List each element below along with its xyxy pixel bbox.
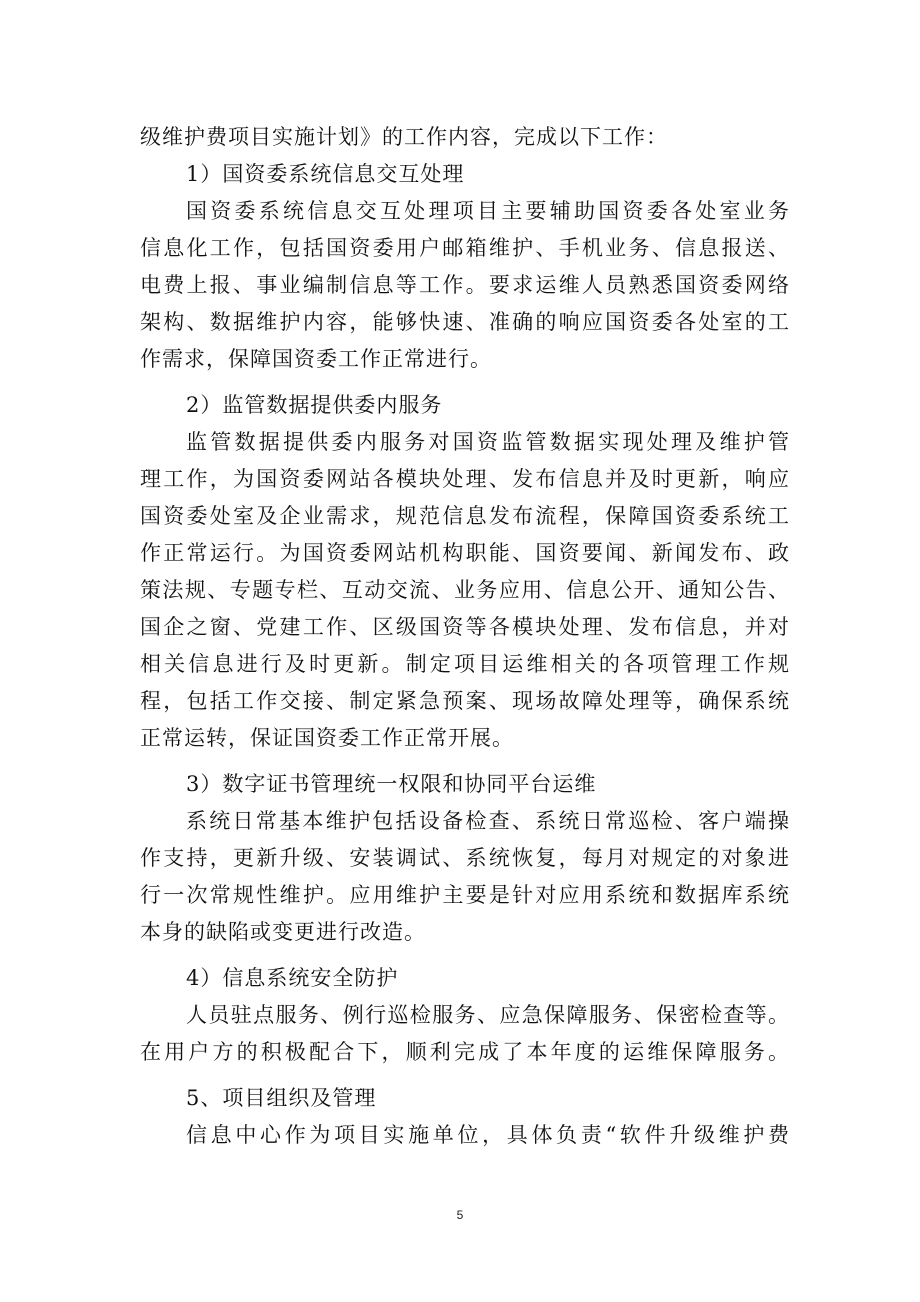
section-heading: 5、项目组织及管理 [186,1086,377,1110]
text-line: 人员驻点服务、例行巡检服务、应急保障服务、保密检查等。 [186,1003,790,1027]
text-line: 国企之窗、党建工作、区级国资等各模块处理、发布信息，并对 [140,615,790,639]
text-line: 行一次常规性维护。应用维护主要是针对应用系统和数据库系统 [140,883,790,907]
section-heading: 3）数字证书管理统一权限和协同平台运维 [186,772,597,796]
text-line: 级维护费项目实施计划》的工作内容，完成以下工作： [140,125,668,149]
text-line: 国资委处室及企业需求，规范信息发布流程，保障国资委系统工 [140,504,790,528]
section-heading: 4）信息系统安全防护 [186,966,399,990]
section-heading: 2）监管数据提供委内服务 [186,393,443,417]
text-line: 理工作，为国资委网站各模块处理、发布信息并及时更新，响应 [140,467,790,491]
text-line: 作需求，保障国资委工作正常进行。 [140,347,492,371]
text-line: 在用户方的积极配合下，顺利完成了本年度的运维保障服务。 [140,1040,790,1064]
text-line: 系统日常基本维护包括设备检查、系统日常巡检、客户端操 [186,809,790,833]
text-line: 作支持，更新升级、安装调试、系统恢复，每月对规定的对象进 [140,846,790,870]
text-line: 策法规、专题专栏、互动交流、业务应用、信息公开、通知公告、 [140,578,790,602]
text-line: 本身的缺陷或变更进行改造。 [140,920,426,944]
text-line: 作正常运行。为国资委网站机构职能、国资要闻、新闻发布、政 [140,541,790,565]
text-line: 信息中心作为项目实施单位，具体负责“软件升级维护费 [186,1123,790,1147]
text-line: 监管数据提供委内服务对国资监管数据实现处理及维护管 [186,430,790,454]
text-line: 国资委系统信息交互处理项目主要辅助国资委各处室业务 [186,199,790,223]
section-heading: 1）国资委系统信息交互处理 [186,162,465,186]
text-line: 信息化工作，包括国资委用户邮箱维护、手机业务、信息报送、 [140,236,790,260]
text-line: 电费上报、事业编制信息等工作。要求运维人员熟悉国资委网络 [140,273,790,297]
text-line: 架构、数据维护内容，能够快速、准确的响应国资委各处室的工 [140,310,790,334]
text-line: 正常运转，保证国资委工作正常开展。 [140,726,514,750]
page-number: 5 [456,1208,464,1222]
text-line: 相关信息进行及时更新。制定项目运维相关的各项管理工作规 [140,652,790,676]
text-line: 程，包括工作交接、制定紧急预案、现场故障处理等，确保系统 [140,689,790,713]
